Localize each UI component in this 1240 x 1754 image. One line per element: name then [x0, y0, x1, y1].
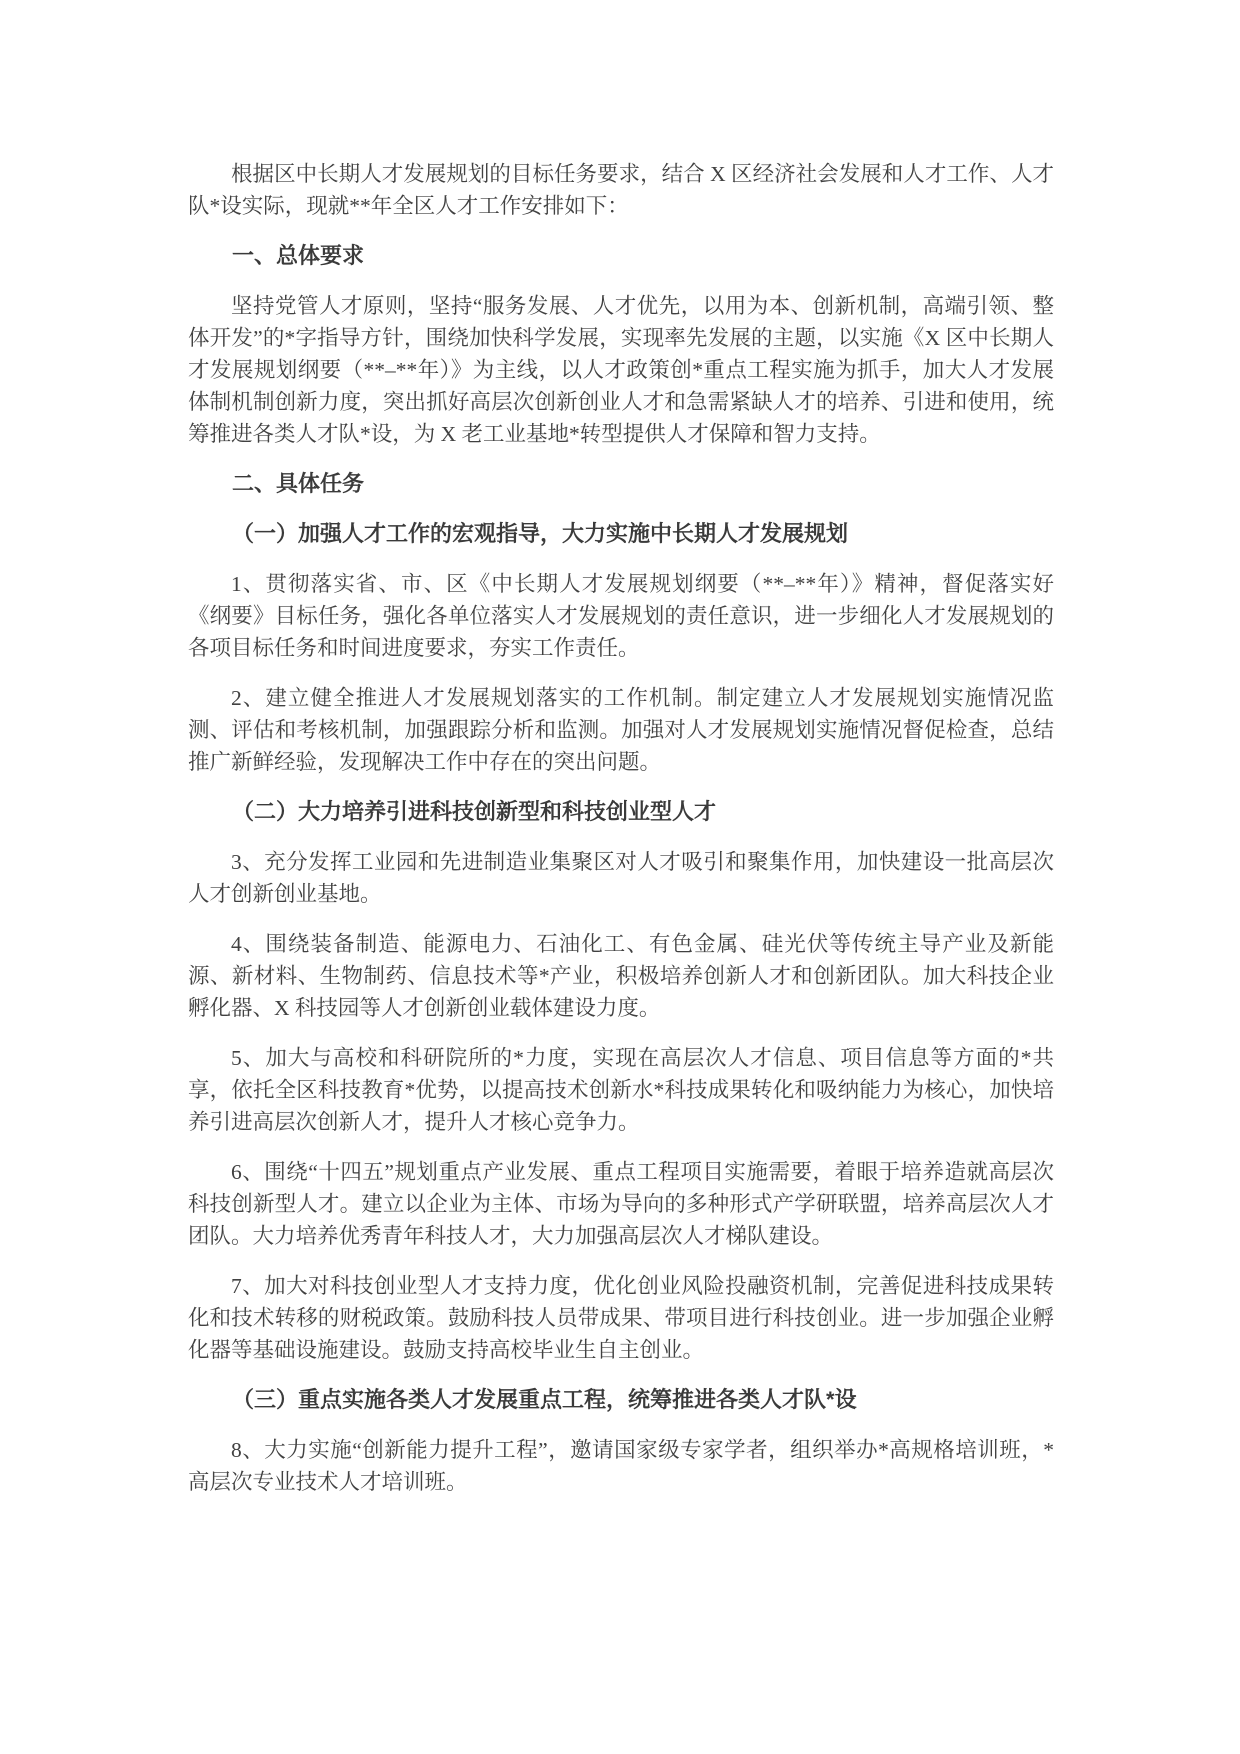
- body-paragraph: 2、建立健全推进人才发展规划落实的工作机制。制定建立人才发展规划实施情况监测、评估和考核机制，加强跟踪分析和监测。加强对人才发展规划实施情况督促检查，总结推广新鲜经验，发现解决工作中存在的突出问题。: [188, 686, 1054, 774]
- body-paragraph: 坚持党管人才原则，坚持“服务发展、人才优先，以用为本、创新机制，高端引领、整体开发”的*字指导方针，围绕加快科学发展，实现率先发展的主题，以实施《X 区中长期人才发展规划纲要（**–**年）》为主线，以人才政策创*重点工程实施为抓手，加大人才发展体制机制创新力度，突出抓好高层次创新创业人才和急需紧缺人才的培养、引进和使用，统筹推进各类人才队*设，为 X 老工业基地*转型提供人才保障和智力支持。: [188, 294, 1054, 446]
- body-paragraph: 7、加大对科技创业型人才支持力度，优化创业风险投融资机制，完善促进科技成果转化和技术转移的财税政策。鼓励科技人员带成果、带项目进行科技创业。进一步加强企业孵化器等基础设施建设。鼓励支持高校毕业生自主创业。: [188, 1274, 1054, 1362]
- section-heading: （一）加强人才工作的宏观指导，大力实施中长期人才发展规划: [232, 521, 849, 546]
- section-heading: （二）大力培养引进科技创新型和科技创业型人才: [232, 799, 717, 824]
- body-paragraph: 5、加大与高校和科研院所的*力度，实现在高层次人才信息、项目信息等方面的*共享，依托全区科技教育*优势，以提高技术创新水*科技成果转化和吸纳能力为核心，加快培养引进高层次创新人才，提升人才核心竞争力。: [188, 1046, 1054, 1134]
- body-paragraph: 8、大力实施“创新能力提升工程”，邀请国家级专家学者，组织举办*高规格培训班，*高层次专业技术人才培训班。: [188, 1438, 1054, 1494]
- section-heading: 一、总体要求: [232, 243, 365, 268]
- section-heading: （三）重点实施各类人才发展重点工程，统筹推进各类人才队*设: [232, 1387, 857, 1412]
- section-heading: 二、具体任务: [232, 471, 365, 496]
- body-paragraph: 根据区中长期人才发展规划的目标任务要求，结合 X 区经济社会发展和人才工作、人才队*设实际，现就**年全区人才工作安排如下：: [188, 162, 1054, 218]
- body-paragraph: 3、充分发挥工业园和先进制造业集聚区对人才吸引和聚集作用，加快建设一批高层次人才创新创业基地。: [188, 850, 1054, 906]
- body-paragraph: 6、围绕“十四五”规划重点产业发展、重点工程项目实施需要，着眼于培养造就高层次科技创新型人才。建立以企业为主体、市场为导向的多种形式产学研联盟，培养高层次人才团队。大力培养优秀青年科技人才，大力加强高层次人才梯队建设。: [188, 1160, 1054, 1248]
- body-paragraph: 1、贯彻落实省、市、区《中长期人才发展规划纲要（**–**年）》精神，督促落实好《纲要》目标任务，强化各单位落实人才发展规划的责任意识，进一步细化人才发展规划的各项目标任务和时间进度要求，夯实工作责任。: [188, 572, 1054, 660]
- body-paragraph: 4、围绕装备制造、能源电力、石油化工、有色金属、硅光伏等传统主导产业及新能源、新材料、生物制药、信息技术等*产业，积极培养创新人才和创新团队。加大科技企业孵化器、X 科技园等人才创新创业载体建设力度。: [188, 932, 1054, 1020]
- document-body: [188, 158, 1054, 1498]
